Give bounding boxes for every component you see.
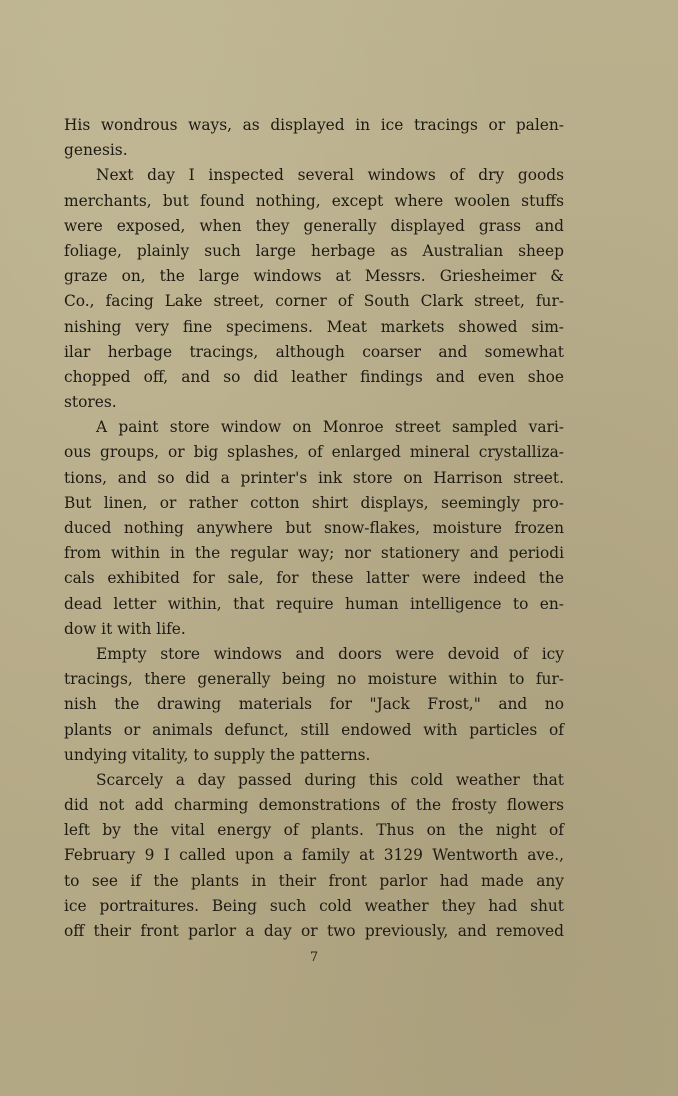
text-line: A paint store window on Monroe street sampled vari- xyxy=(96,418,564,437)
page-number: 7 xyxy=(309,950,319,965)
text-line: chopped off, and so did leather findings and even shoe xyxy=(64,367,564,386)
text-line: His wondrous ways, as displayed in ice tracings or palen- xyxy=(64,116,564,134)
text-line: did not add charming demonstrations of the frosty flowers xyxy=(64,796,564,815)
text-line: But linen, or rather cotton shirt displays, seemingly pro- xyxy=(64,493,564,512)
text-line: graze on, the large windows at Messrs. Griesheimer & xyxy=(64,267,564,286)
text-line: cals exhibited for sale, for these latter were indeed the xyxy=(64,569,564,588)
text-line: from within in the regular way; nor stationery and periodi xyxy=(64,544,564,563)
text-line: Scarcely a day passed during this cold weather that xyxy=(96,770,564,789)
text-line: genesis. xyxy=(64,141,128,160)
text-line: to see if the plants in their front parlor had made any xyxy=(64,871,564,890)
text-line: plants or animals defunct, still endowed with particles of xyxy=(64,720,564,739)
text-line: tions, and so did a printer's ink store on Harrison street. xyxy=(64,468,564,487)
text-line: nish the drawing materials for "Jack Frost," and no xyxy=(64,695,564,714)
text-line: Empty store windows and doors were devoid of icy xyxy=(96,644,564,663)
text-line: ous groups, or big splashes, of enlarged mineral crystalliza- xyxy=(64,443,564,462)
text-line: ice portraitures. Being such cold weather they had shut xyxy=(64,896,564,915)
text-line: off their front parlor a day or two previously, and removed xyxy=(64,922,564,940)
text-line: left by the vital energy of plants. Thus on the night of xyxy=(64,821,564,840)
text-line: undying vitality, to supply the patterns. xyxy=(64,745,371,764)
text-line: February 9 I called upon a family at 3129 Wentworth ave., xyxy=(64,846,564,865)
text-line: dead letter within, that require human intelligence to en- xyxy=(64,594,564,613)
text-line: Next day I inspected several windows of dry goods xyxy=(96,166,564,185)
text-line: stores. xyxy=(64,393,117,412)
text-line: duced nothing anywhere but snow-flakes, moisture frozen xyxy=(64,519,564,537)
text-line: ilar herbage tracings, although coarser and somewhat xyxy=(64,342,564,361)
text-line: Co., facing Lake street, corner of South Clark street, fur- xyxy=(64,292,564,311)
text-line: nishing very fine specimens. Meat markets showed sim- xyxy=(64,317,564,336)
text-line: merchants, but found nothing, except where woolen stuffs xyxy=(64,191,564,210)
text-line: dow it with life. xyxy=(64,619,186,638)
text-line: foliage, plainly such large herbage as Australian sheep xyxy=(64,241,564,260)
body-text xyxy=(64,113,564,944)
text-line: tracings, there generally being no moisture within to fur- xyxy=(64,670,564,689)
text-line: were exposed, when they generally displayed grass and xyxy=(64,216,564,235)
